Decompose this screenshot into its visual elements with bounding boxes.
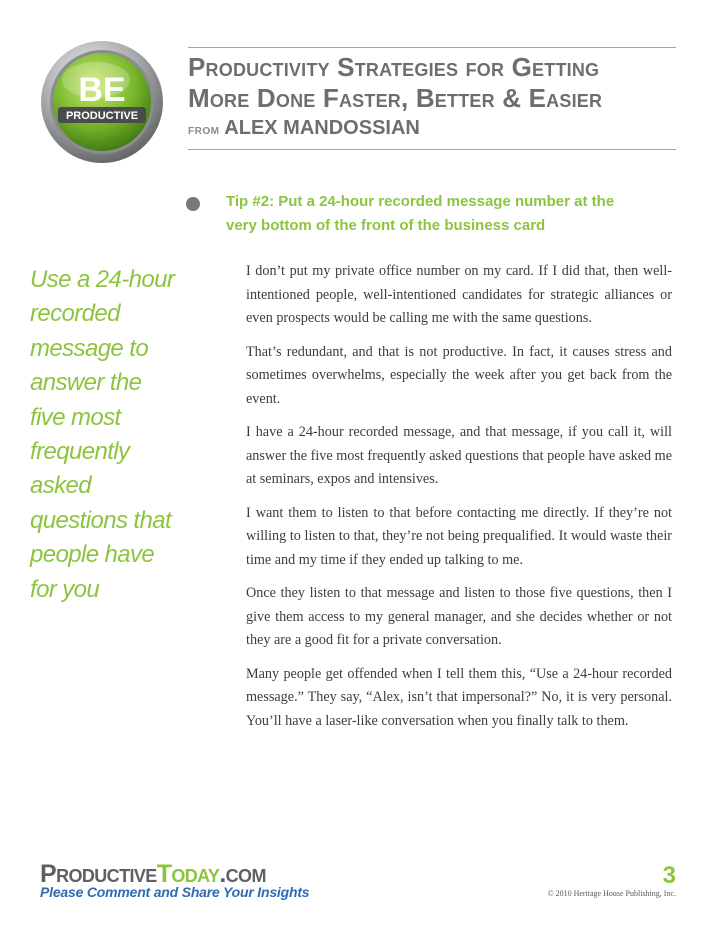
tip-line-1: Tip #2: Put a 24-hour recorded message number at the (226, 193, 615, 210)
footer-tagline-link[interactable]: Please Comment and Share Your Insights (40, 884, 310, 900)
title-line-2: More Done Faster, Better & Easier (188, 83, 603, 113)
tip-line-2: very bottom of the front of the business card (226, 217, 546, 234)
body-paragraph: Once they listen to that message and listen to those five questions, then I give them access to my general manager, and she decides whether or not they are a good fit for a private conversation. (246, 585, 672, 648)
logo-productive-text: PRODUCTIVE (65, 110, 139, 122)
body-paragraph: I want them to listen to that before contacting me directly. If they’re not willing to listen to that, they’re not being prequalified. It would waste their time and my time if they ended up talking to me. (246, 504, 672, 568)
page-title (188, 52, 688, 114)
author-name: ALEX MANDOSSIAN (224, 117, 420, 139)
page-number: 3 (662, 862, 676, 889)
sidebar-pull-quote: Use a 24-hour recorded message to answer the five most frequently asked questions that people have for you (30, 266, 175, 603)
brand-part-com: .com (219, 860, 266, 888)
logo-be-text: BE (78, 71, 126, 109)
brand-part-productive: Productive (40, 860, 157, 888)
copyright-text: © 2010 Heritage House Publishing, Inc. (547, 889, 676, 898)
author-line (188, 117, 420, 140)
brand-part-today: Today (156, 860, 220, 888)
body-text (246, 260, 672, 743)
bullet-icon (186, 197, 200, 211)
body-paragraph: That’s redundant, and that is not productive. In fact, it causes stress and sometimes overwhelms, especially the week after you get back from the event. (246, 343, 672, 407)
title-line-1: Productivity Strategies for Getting (188, 52, 600, 82)
from-label: from (188, 121, 220, 137)
tip-heading (226, 190, 681, 238)
body-paragraph: I have a 24-hour recorded message, and that message, if you call it, will answer the five most frequently asked questions that people have asked me at seminars, expos and intensives. (246, 424, 672, 487)
be-productive-badge-icon (40, 40, 164, 164)
body-paragraph: Many people get offended when I tell them this, “Use a 24-hour recorded message.” They say, “Alex, isn’t that impersonal?” No, it is very personal. You’ll have a laser-like conversation when you finally talk to them. (246, 665, 672, 729)
body-paragraph: I don’t put my private office number on my card. If I did that, then well-intentioned people, well-intentioned candidates for strategic alliances or even prospects would be calling me with the same questions. (246, 263, 672, 326)
header-top-rule (188, 47, 676, 48)
header-bottom-rule (188, 149, 676, 150)
